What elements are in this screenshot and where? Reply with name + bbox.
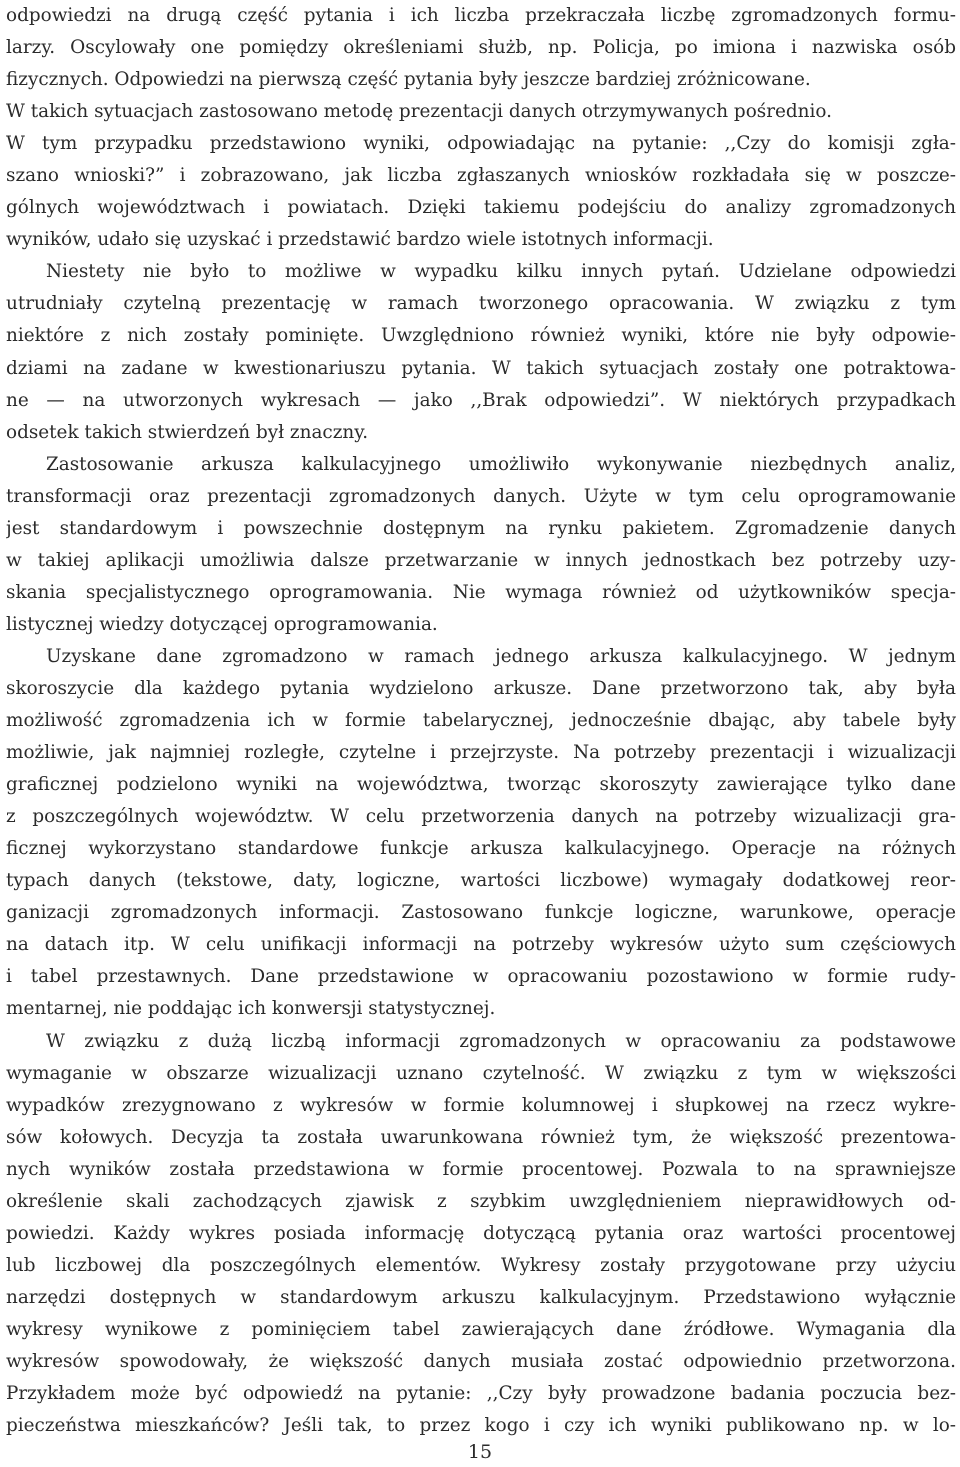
text-line: sów kołowych. Decyzja ta została uwarunkowana również tym, że większość prezentowa- <box>6 1126 956 1148</box>
page-number: 15 <box>467 1441 493 1463</box>
text-line: na datach itp. W celu unifikacji informacji na potrzeby wykresów użyto sum częściowych <box>6 934 956 956</box>
text-line: lub liczbowej dla poszczególnych elementów. Wykresy zostały przygotowane przy użyciu <box>6 1254 956 1276</box>
text-line: typach danych (tekstowe, daty, logiczne, wartości liczbowe) wymagały dodatkowej reor- <box>6 870 956 892</box>
text-line: wykresów spowodowały, że większość danych musiała zostać odpowiednio przetworzona. <box>6 1350 956 1372</box>
text-line: ne — na utworzonych wykresach — jako ,,Brak odpowiedzi”. W niektórych przypadkach <box>6 389 956 411</box>
text-line: odsetek takich stwierdzeń był znaczny. <box>6 421 369 443</box>
text-line: mentarnej, nie poddając ich konwersji statystycznej. <box>6 998 496 1020</box>
text-line: ganizacji zgromadzonych informacji. Zastosowano funkcje logiczne, warunkowe, operacje <box>6 902 956 924</box>
text-line: W takich sytuacjach zastosowano metodę prezentacji danych otrzymywanych pośrednio. <box>6 101 832 123</box>
text-line: W tym przypadku przedstawiono wyniki, odpowiadając na pytanie: ,,Czy do komisji zgła- <box>6 133 956 155</box>
text-line: nych wyników została przedstawiona w formie procentowej. Pozwala to na sprawniejsze <box>6 1158 956 1180</box>
text-line: Zastosowanie arkusza kalkulacyjnego umożliwiło wykonywanie niezbędnych analiz, <box>46 453 956 475</box>
text-line: określenie skali zachodzących zjawisk z szybkim uwzględnieniem nieprawidłowych od- <box>6 1190 956 1212</box>
text-line: Uzyskane dane zgromadzono w ramach jednego arkusza kalkulacyjnego. W jednym <box>46 645 956 667</box>
text-line: W związku z dużą liczbą informacji zgromadzonych w opracowaniu za podstawowe <box>46 1030 956 1052</box>
text-line: dziami na zadane w kwestionariuszu pytania. W takich sytuacjach zostały one potraktowa- <box>6 357 956 379</box>
text-line: i tabel przestawnych. Dane przedstawione w opracowaniu pozostawiono w formie rudy- <box>6 966 956 988</box>
text-line: jest standardowym i powszechnie dostępnym na rynku pakietem. Zgromadzenie danych <box>6 517 956 539</box>
text-line: wypadków zrezygnowano z wykresów w formie kolumnowej i słupkowej na rzecz wykre- <box>6 1094 956 1116</box>
text-line: listycznej wiedzy dotyczącej oprogramowania. <box>6 613 438 635</box>
text-line: wymaganie w obszarze wizualizacji uznano czytelność. W związku z tym w większości <box>6 1062 956 1084</box>
text-line: możliwie, jak najmniej rozległe, czytelne i przejrzyste. Na potrzeby prezentacji i wizualizacji <box>6 742 956 764</box>
text-line: narzędzi dostępnych w standardowym arkuszu kalkulacyjnym. Przedstawiono wyłącznie <box>6 1286 956 1308</box>
text-line: gólnych województwach i powiatach. Dzięki takiemu podejściu do analizy zgromadzonych <box>6 197 956 219</box>
body-text <box>6 0 956 1442</box>
text-line: Przykładem może być odpowiedź na pytanie: ,,Czy były prowadzone badania poczucia bez- <box>6 1383 956 1405</box>
text-line: transformacji oraz prezentacji zgromadzonych danych. Użyte w tym celu oprogramowanie <box>6 485 956 507</box>
text-line: ficznej wykorzystano standardowe funkcje arkusza kalkulacyjnego. Operacje na różnych <box>6 838 956 860</box>
text-line: niektóre z nich zostały pominięte. Uwzględniono również wyniki, które nie były odpowie- <box>6 325 956 347</box>
text-line: możliwość zgromadzenia ich w formie tabelarycznej, jednocześnie dbając, aby tabele były <box>6 710 956 732</box>
text-line: fizycznych. Odpowiedzi na pierwszą część pytania były jeszcze bardziej zróżnicowane. <box>6 69 811 91</box>
text-line: graficznej podzielono wyniki na województwa, tworząc skoroszyty zawierające tylko dane <box>6 774 956 796</box>
text-line: larzy. Oscylowały one pomiędzy określeniami służb, np. Policja, po imiona i nazwiska osób <box>6 37 956 59</box>
text-line: odpowiedzi na drugą część pytania i ich liczba przekraczała liczbę zgromadzonych formu- <box>6 5 956 26</box>
text-line: skoroszycie dla każdego pytania wydzielono arkusze. Dane przetworzono tak, aby była <box>6 677 956 699</box>
text-line: powiedzi. Każdy wykres posiada informację dotyczącą pytania oraz wartości procentowej <box>6 1222 956 1244</box>
text-line: wykresy wynikowe z pominięciem tabel zawierających dane źródłowe. Wymagania dla <box>6 1318 956 1340</box>
text-line: szano wnioski?” i zobrazowano, jak liczba zgłaszanych wniosków rozkładała się w poszcze- <box>6 165 956 187</box>
text-line: z poszczególnych województw. W celu przetworzenia danych na potrzeby wizualizacji gra- <box>6 806 956 828</box>
text-line: pieczeństwa mieszkańców? Jeśli tak, to przez kogo i czy ich wyniki publikowano np. w lo- <box>6 1415 956 1437</box>
text-line: utrudniały czytelną prezentację w ramach tworzonego opracowania. W związku z tym <box>6 293 956 315</box>
text-line: skania specjalistycznego oprogramowania. Nie wymaga również od użytkowników specja- <box>6 581 956 603</box>
text-line: wyników, udało się uzyskać i przedstawić bardzo wiele istotnych informacji. <box>6 229 714 251</box>
text-line: w takiej aplikacji umożliwia dalsze przetwarzanie w innych jednostkach bez potrzeby uzy- <box>6 549 956 571</box>
text-line: Niestety nie było to możliwe w wypadku kilku innych pytań. Udzielane odpowiedzi <box>46 261 956 283</box>
